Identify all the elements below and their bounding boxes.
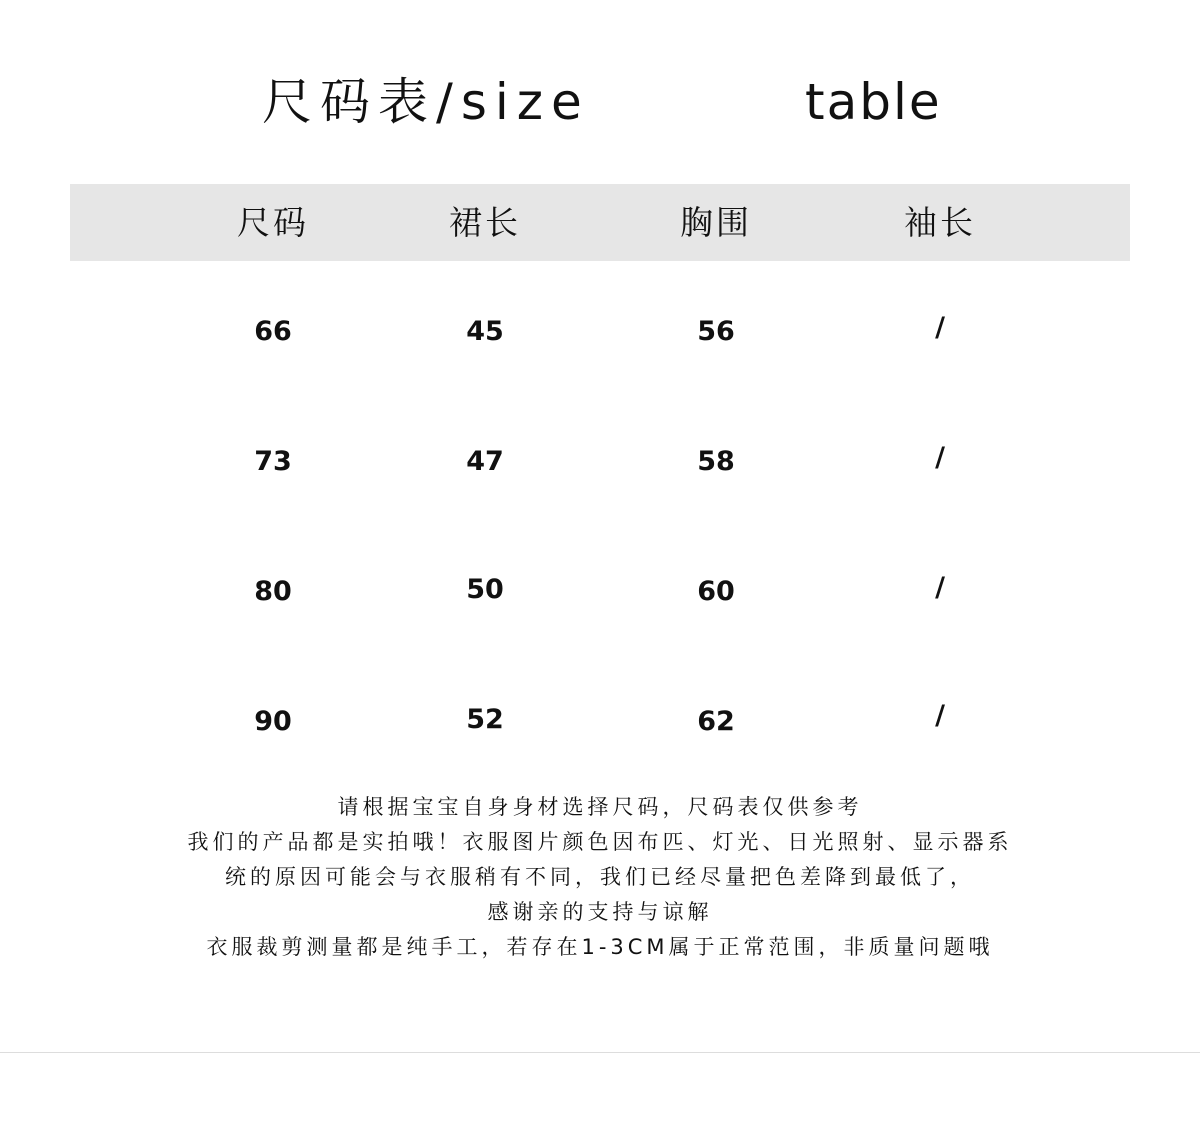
cell-skirt-length: 45	[466, 316, 504, 347]
cell-size: 80	[254, 576, 292, 607]
note-line: 衣服裁剪测量都是纯手工，若存在1-3CM属于正常范围，非质量问题哦	[206, 935, 994, 959]
note-line: 我们的产品都是实拍哦！衣服图片颜色因布匹、灯光、日光照射、显示器系	[187, 830, 1013, 854]
cell-bust: 62	[697, 706, 735, 737]
cell-size: 66	[254, 316, 292, 347]
header-skirt-length: 裙长	[449, 203, 521, 242]
page-title	[0, 62, 1200, 142]
cell-skirt-length: 47	[466, 446, 504, 477]
header-bust: 胸围	[680, 203, 752, 242]
cell-skirt-length: 52	[466, 704, 504, 735]
cell-sleeve-length: /	[935, 700, 945, 731]
cell-sleeve-length: /	[935, 442, 945, 473]
note-line: 感谢亲的支持与谅解	[487, 900, 713, 924]
cell-bust: 58	[697, 446, 735, 477]
cell-sleeve-length: /	[935, 572, 945, 603]
note-line: 统的原因可能会与衣服稍有不同，我们已经尽量把色差降到最低了，	[225, 865, 975, 889]
title-part-2: table	[805, 73, 942, 131]
cell-bust: 56	[697, 316, 735, 347]
cell-size: 90	[254, 706, 292, 737]
cell-skirt-length: 50	[466, 574, 504, 605]
cell-bust: 60	[697, 576, 735, 607]
cell-sleeve-length: /	[935, 312, 945, 343]
header-size: 尺码	[237, 203, 309, 242]
title-part-1: 尺码表/size	[262, 73, 590, 131]
size-notes	[90, 790, 1110, 965]
header-sleeve-length: 袖长	[904, 203, 976, 242]
table-header	[70, 184, 1130, 261]
bottom-divider	[0, 1052, 1200, 1053]
cell-size: 73	[254, 446, 292, 477]
note-line: 请根据宝宝自身身材选择尺码，尺码表仅供参考	[337, 795, 863, 819]
